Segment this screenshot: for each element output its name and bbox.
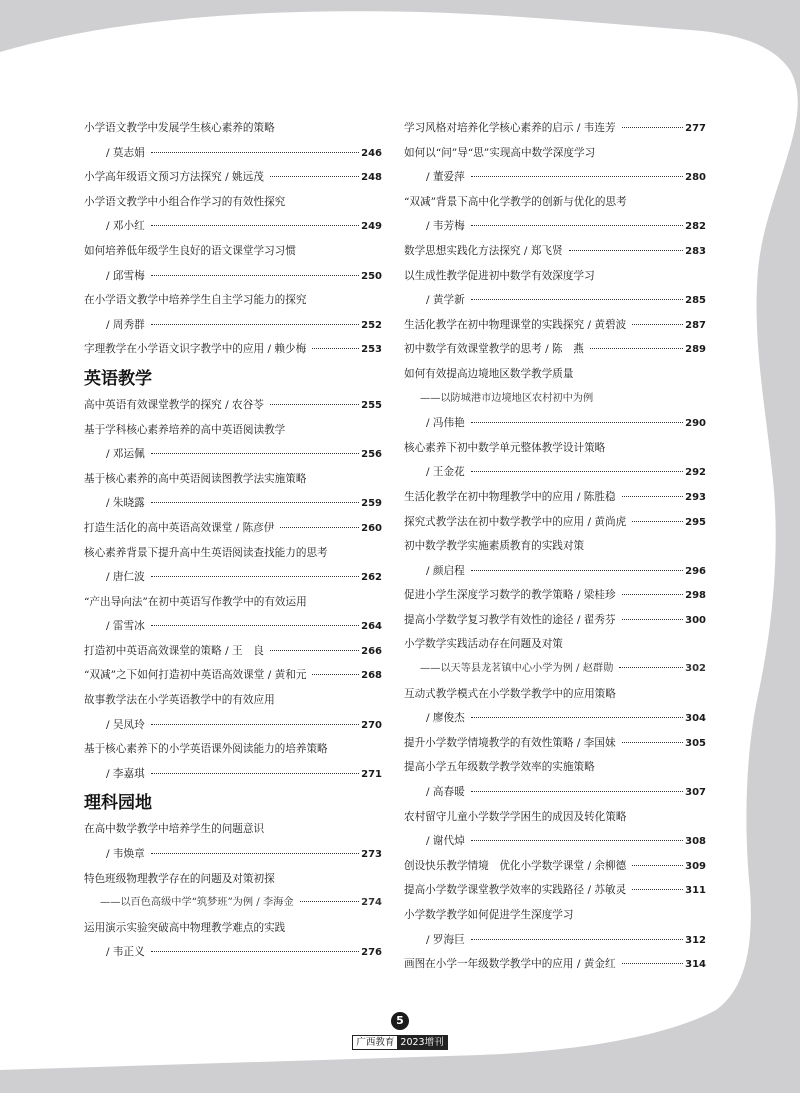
toc-entry[interactable] — [404, 952, 706, 977]
toc-page-number: 255 — [361, 399, 382, 411]
toc-title: 基于学科核心素养培养的高中英语阅读教学 — [84, 423, 286, 436]
toc-author: / 罗海巨 — [426, 933, 465, 946]
dot-leader — [151, 576, 359, 577]
toc-entry[interactable] — [404, 485, 706, 510]
toc-entry[interactable] — [404, 854, 706, 879]
toc-entry[interactable] — [84, 614, 382, 639]
toc-author: / 谢代焯 — [426, 835, 465, 848]
toc-author: / 廖俊杰 — [426, 712, 465, 725]
toc-entry[interactable] — [84, 313, 382, 338]
dot-leader — [632, 521, 683, 522]
toc-title: 在高中数学教学中培养学生的问题意识 — [84, 823, 265, 836]
toc-entry[interactable] — [404, 239, 706, 264]
toc-entry[interactable] — [84, 541, 382, 566]
toc-title: 核心素养下初中数学单元整体教学设计策略 — [404, 441, 606, 454]
toc-page-number: 274 — [361, 897, 382, 909]
toc-entry[interactable] — [404, 264, 706, 289]
dot-leader — [151, 275, 359, 276]
toc-left-column — [84, 116, 382, 965]
dot-leader — [151, 225, 359, 226]
dot-leader — [151, 951, 359, 952]
toc-entry[interactable] — [84, 337, 382, 362]
toc-entry[interactable] — [404, 510, 706, 535]
toc-title: 生活化教学在初中物理教学中的应用 / 陈胜稳 — [404, 490, 616, 503]
toc-title: 特色班级物理教学存在的问题及对策初探 — [84, 872, 275, 885]
toc-author: / 王金花 — [426, 466, 465, 479]
toc-title: 小学语文教学中发展学生核心素养的策略 — [84, 122, 275, 134]
toc-page-number: 302 — [685, 663, 706, 675]
toc-title: 创设快乐教学情境 优化小学数学课堂 / 余柳德 — [404, 859, 627, 872]
toc-entry[interactable] — [404, 731, 706, 756]
toc-page-number: 262 — [361, 572, 382, 584]
toc-entry[interactable] — [404, 928, 706, 953]
toc-title: 农村留守儿童小学数学学困生的成因及转化策略 — [404, 810, 627, 823]
toc-page-number: 253 — [361, 344, 382, 356]
journal-name: 广西教育 — [353, 1036, 397, 1049]
dot-leader — [270, 176, 359, 177]
toc-author: / 李嘉琪 — [106, 767, 145, 780]
toc-entry[interactable] — [84, 713, 382, 738]
toc-page-number: 270 — [361, 719, 382, 731]
toc-entry[interactable] — [84, 264, 382, 289]
dot-leader — [622, 619, 684, 620]
toc-author: / 董爱萍 — [426, 171, 465, 184]
toc-title: 小学数学实践活动存在问题及对策 — [404, 638, 563, 651]
dot-leader — [151, 853, 359, 854]
toc-page-number: 260 — [361, 522, 382, 534]
dot-leader — [151, 453, 359, 454]
dot-leader — [471, 225, 683, 226]
toc-page-number: 249 — [361, 221, 382, 233]
toc-entry[interactable] — [84, 214, 382, 239]
toc-page-number: 283 — [685, 245, 706, 257]
toc-title: 学习风格对培养化学核心素养的启示 / 韦连芳 — [404, 122, 616, 134]
dot-leader — [270, 404, 359, 405]
toc-title: 小学语文教学中小组合作学习的有效性探究 — [84, 195, 286, 208]
toc-entry[interactable] — [404, 362, 706, 387]
toc-title: 初中数学教学实施素质教育的实践对策 — [404, 540, 585, 553]
dot-leader — [471, 791, 683, 792]
toc-author: / 邓小红 — [106, 220, 145, 233]
toc-page-number: 248 — [361, 172, 382, 184]
toc-page-number: 311 — [685, 885, 706, 897]
toc-page-number: 271 — [361, 768, 382, 780]
toc-title: 提升小学数学情境教学的有效性策略 / 李国妹 — [404, 736, 616, 749]
toc-title: 在小学语文教学中培养学生自主学习能力的探究 — [84, 294, 307, 307]
toc-author: / 吴凤玲 — [106, 718, 145, 731]
toc-subtitle: ——以天等县龙茗镇中心小学为例 / 赵群勋 — [420, 663, 614, 675]
toc-entry[interactable] — [404, 436, 706, 461]
toc-entry[interactable] — [84, 442, 382, 467]
toc-title: 打造生活化的高中英语高效课堂 / 陈彦伊 — [84, 521, 275, 534]
dot-leader — [471, 570, 683, 571]
toc-author: / 韦正义 — [106, 946, 145, 959]
toc-entry[interactable] — [404, 829, 706, 854]
toc-page-number: 276 — [361, 947, 382, 959]
toc-entry[interactable] — [404, 608, 706, 633]
toc-entry[interactable] — [404, 313, 706, 338]
toc-page-number: 259 — [361, 498, 382, 510]
dot-leader — [471, 840, 683, 841]
toc-page-number: 298 — [685, 590, 706, 602]
toc-title: “双减”背景下高中化学教学的创新与优化的思考 — [404, 195, 627, 208]
toc-entry[interactable] — [84, 116, 382, 141]
toc-entry[interactable] — [404, 337, 706, 362]
toc-page-number: 305 — [685, 737, 706, 749]
toc-page-number: 309 — [685, 860, 706, 872]
toc-page-number: 314 — [685, 959, 706, 971]
toc-title: 提高小学五年级数学教学效率的实施策略 — [404, 761, 595, 774]
dot-leader — [590, 348, 683, 349]
toc-page-number: 268 — [361, 670, 382, 682]
toc-entry[interactable] — [404, 805, 706, 830]
toc-entry[interactable] — [84, 190, 382, 215]
toc-title: 如何有效提高边境地区数学教学质量 — [404, 367, 574, 380]
toc-entry[interactable] — [84, 491, 382, 516]
toc-entry[interactable] — [84, 239, 382, 264]
toc-title: 运用演示实验突破高中物理教学难点的实践 — [84, 921, 286, 934]
dot-leader — [619, 667, 683, 668]
section-heading: 理科园地 — [84, 793, 152, 814]
toc-author: / 唐仁波 — [106, 571, 145, 584]
toc-author: / 周秀群 — [106, 318, 145, 331]
toc-entry[interactable] — [84, 737, 382, 762]
toc-page-number: 252 — [361, 319, 382, 331]
toc-title: “双减”之下如何打造初中英语高效课堂 / 黄和元 — [84, 669, 307, 682]
dot-leader — [622, 496, 684, 497]
dot-leader — [471, 717, 683, 718]
toc-page-number: 256 — [361, 449, 382, 461]
toc-title: 提高小学数学课堂教学效率的实践路径 / 苏敏灵 — [404, 884, 627, 897]
toc-entry[interactable] — [84, 590, 382, 615]
toc-entry[interactable] — [84, 940, 382, 965]
toc-entry[interactable] — [404, 755, 706, 780]
toc-title: 高中英语有效课堂教学的探究 / 农谷苓 — [84, 398, 264, 411]
toc-entry[interactable] — [404, 878, 706, 903]
toc-entry[interactable] — [404, 706, 706, 731]
toc-page-number: 295 — [685, 516, 706, 528]
toc-page-number: 290 — [685, 418, 706, 430]
toc-author: / 邱雪梅 — [106, 269, 145, 282]
toc-author: / 朱晓露 — [106, 497, 145, 510]
dot-leader — [151, 625, 359, 626]
toc-entry[interactable] — [404, 387, 706, 412]
toc-entry[interactable] — [84, 842, 382, 867]
dot-leader — [622, 127, 684, 128]
toc-right-column — [404, 116, 706, 977]
dot-leader — [622, 963, 684, 964]
toc-entry[interactable] — [404, 141, 706, 166]
toc-entry[interactable] — [84, 288, 382, 313]
dot-leader — [471, 299, 683, 300]
dot-leader — [151, 152, 359, 153]
toc-title: 以生成性教学促进初中数学有效深度学习 — [404, 269, 595, 282]
toc-subtitle: ——以百色高级中学“筑梦班”为例 / 李海金 — [100, 897, 294, 909]
page-number: 5 — [391, 1012, 409, 1030]
journal-issue: 2023增刊 — [397, 1036, 446, 1049]
dot-leader — [151, 324, 359, 325]
toc-entry[interactable] — [404, 903, 706, 928]
toc-author: / 黄学新 — [426, 294, 465, 307]
dot-leader — [300, 901, 360, 902]
toc-entry[interactable] — [404, 411, 706, 436]
toc-title: 如何以“问”导“思”实现高中数学深度学习 — [404, 146, 596, 159]
toc-entry[interactable] — [404, 214, 706, 239]
toc-page-number: 296 — [685, 565, 706, 577]
dot-leader — [471, 176, 683, 177]
toc-title: 促进小学生深度学习数学的教学策略 / 梁桂珍 — [404, 589, 616, 602]
dot-leader — [471, 939, 683, 940]
toc-author: / 高春暖 — [426, 786, 465, 799]
toc-entry[interactable] — [84, 165, 382, 190]
toc-page-number: 266 — [361, 645, 382, 657]
toc-entry[interactable] — [84, 891, 382, 916]
dot-leader — [280, 527, 359, 528]
toc-entry[interactable] — [404, 165, 706, 190]
dot-leader — [632, 865, 683, 866]
toc-page-number: 273 — [361, 849, 382, 861]
dot-leader — [312, 348, 359, 349]
toc-page-number: 308 — [685, 836, 706, 848]
toc-title: 基于核心素养的高中英语阅读图教学法实施策略 — [84, 472, 307, 485]
dot-leader — [312, 674, 359, 675]
toc-title: 数学思想实践化方法探究 / 郑飞贤 — [404, 244, 563, 257]
toc-page-number: 293 — [685, 491, 706, 503]
toc-entry[interactable] — [404, 460, 706, 485]
toc-author: / 韦芳梅 — [426, 220, 465, 233]
toc-title: 字理教学在小学语文识字教学中的应用 / 赖少梅 — [84, 343, 307, 356]
toc-title: 核心素养背景下提升高中生英语阅读查找能力的思考 — [84, 546, 328, 559]
toc-title: 小学数学教学如何促进学生深度学习 — [404, 909, 574, 921]
toc-entry[interactable] — [84, 516, 382, 541]
toc-title: 基于核心素养下的小学英语课外阅读能力的培养策略 — [84, 743, 328, 756]
dot-leader — [471, 471, 683, 472]
toc-page-number: 277 — [685, 123, 706, 134]
toc-entry[interactable] — [84, 393, 382, 418]
toc-title: 打造初中英语高效课堂的策略 / 王 良 — [84, 644, 264, 657]
toc-entry[interactable] — [404, 657, 706, 682]
toc-entry[interactable] — [84, 916, 382, 941]
toc-author: / 雷雪冰 — [106, 620, 145, 633]
toc-author: / 莫志娟 — [106, 146, 145, 159]
toc-entry[interactable] — [84, 141, 382, 166]
toc-page-number: 304 — [685, 713, 706, 725]
toc-entry[interactable] — [404, 534, 706, 559]
toc-author: / 冯伟艳 — [426, 417, 465, 430]
dot-leader — [622, 742, 684, 743]
toc-page-number: 289 — [685, 344, 706, 356]
toc-entry[interactable] — [84, 688, 382, 713]
toc-entry[interactable] — [404, 559, 706, 584]
toc-title: 如何培养低年级学生良好的语文课堂学习习惯 — [84, 244, 296, 257]
toc-page-number: 246 — [361, 147, 382, 159]
dot-leader — [151, 724, 359, 725]
toc-entry[interactable] — [84, 467, 382, 492]
toc-entry[interactable] — [404, 116, 706, 141]
toc-page-number: 300 — [685, 614, 706, 626]
toc-page-number: 282 — [685, 221, 706, 233]
dot-leader — [270, 650, 359, 651]
dot-leader — [151, 773, 359, 774]
toc-page-number: 250 — [361, 270, 382, 282]
toc-entry[interactable] — [404, 288, 706, 313]
toc-page-number: 307 — [685, 787, 706, 799]
toc-page-number: 312 — [685, 934, 706, 946]
dot-leader — [471, 422, 683, 423]
dot-leader — [632, 889, 683, 890]
toc-author: / 邓运佩 — [106, 448, 145, 461]
toc-entry[interactable] — [404, 190, 706, 215]
toc-title: 故事教学法在小学英语教学中的有效应用 — [84, 694, 275, 707]
toc-title: 小学高年级语文预习方法探究 / 姚远茂 — [84, 171, 264, 184]
toc-entry[interactable] — [84, 867, 382, 892]
toc-author: / 颜启程 — [426, 564, 465, 577]
dot-leader — [569, 250, 684, 251]
toc-entry[interactable] — [84, 565, 382, 590]
toc-entry[interactable] — [404, 583, 706, 608]
toc-page-number: 285 — [685, 295, 706, 307]
dot-leader — [151, 502, 359, 503]
toc-entry[interactable] — [84, 663, 382, 688]
toc-title: 探究式教学法在初中数学教学中的应用 / 黄尚虎 — [404, 515, 627, 528]
dot-leader — [632, 324, 683, 325]
toc-author: / 韦焕章 — [106, 848, 145, 861]
toc-entry[interactable] — [404, 780, 706, 805]
toc-entry[interactable] — [84, 762, 382, 787]
toc-title: 生活化教学在初中物理课堂的实践探究 / 黄碧波 — [404, 318, 627, 331]
toc-entry[interactable] — [84, 639, 382, 664]
dot-leader — [622, 594, 684, 595]
toc-title: 初中数学有效课堂教学的思考 / 陈 燕 — [404, 343, 584, 356]
toc-title: 提高小学数学复习教学有效性的途径 / 翟秀芬 — [404, 613, 616, 626]
toc-title: “产出导向法”在初中英语写作教学中的有效运用 — [84, 595, 307, 608]
toc-subtitle: ——以防城港市边境地区农村初中为例 — [420, 392, 594, 404]
page-footer — [352, 1012, 448, 1050]
toc-page-number: 287 — [685, 319, 706, 331]
section-heading: 英语教学 — [84, 368, 152, 389]
journal-label — [352, 1035, 447, 1050]
toc-entry[interactable] — [404, 682, 706, 707]
toc-title: 互动式教学模式在小学数学教学中的应用策略 — [404, 687, 616, 700]
toc-page-number: 280 — [685, 172, 706, 184]
toc-page-number: 292 — [685, 467, 706, 479]
toc-entry[interactable] — [84, 418, 382, 443]
toc-title: 画图在小学一年级数学教学中的应用 / 黄金红 — [404, 958, 616, 971]
toc-entry[interactable] — [404, 632, 706, 657]
toc-page-number: 264 — [361, 621, 382, 633]
toc-entry[interactable] — [84, 817, 382, 842]
